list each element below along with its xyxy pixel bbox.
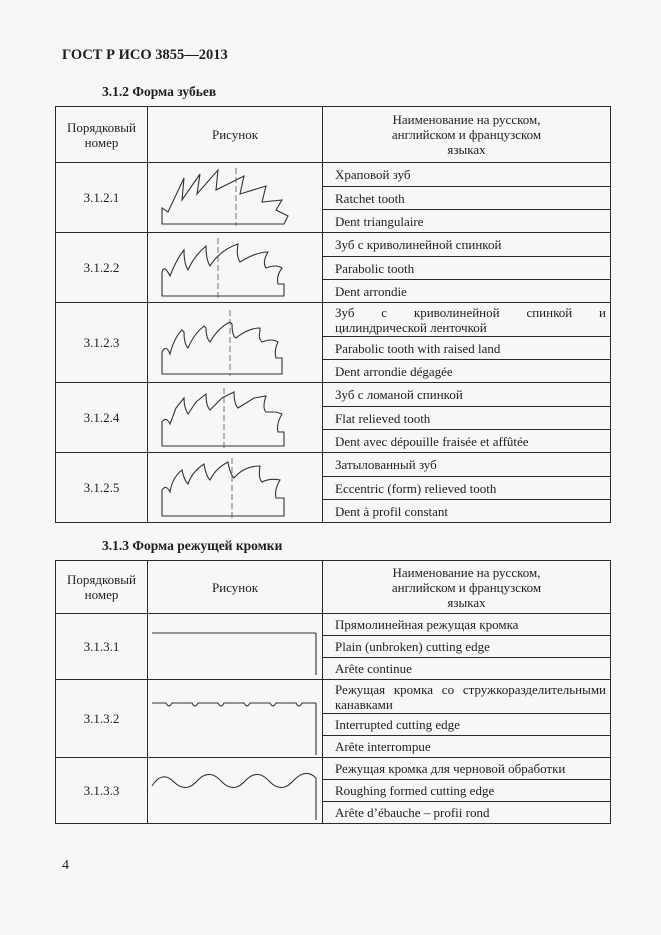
row-number: 3.1.3.2 bbox=[56, 680, 148, 758]
name-fr: Dent avec dépouille fraisée et affûtée bbox=[323, 430, 611, 453]
ratchet-tooth-icon bbox=[148, 163, 323, 233]
eccentric-relieved-tooth-icon bbox=[148, 453, 323, 523]
roughing-cutting-edge-drawing bbox=[148, 760, 323, 822]
parabolic-tooth-raised-land-drawing bbox=[148, 304, 323, 382]
name-en: Roughing formed cutting edge bbox=[323, 780, 611, 802]
plain-cutting-edge-icon bbox=[148, 614, 323, 680]
table-row bbox=[56, 758, 611, 780]
flat-relieved-tooth-drawing bbox=[148, 384, 323, 452]
column-header-figure-label: Рисунок bbox=[211, 579, 259, 595]
name-en: Plain (unbroken) cutting edge bbox=[323, 636, 611, 658]
interrupted-cutting-edge-icon bbox=[148, 680, 323, 758]
column-header-number-label: Порядковый номер bbox=[67, 572, 136, 602]
column-header-figure-label: Рисунок bbox=[211, 127, 259, 142]
row-number: 3.1.2.1 bbox=[56, 163, 148, 233]
column-header-figure bbox=[148, 107, 323, 163]
table-row bbox=[56, 383, 611, 407]
name-fr: Dent triangulaire bbox=[323, 210, 611, 233]
name-ru: Режущая кромка для черновой обработки bbox=[323, 758, 611, 780]
section-title-cutting-edge-form: 3.1.3 Форма режущей кромки bbox=[102, 538, 283, 553]
name-fr: Arête continue bbox=[323, 658, 611, 680]
name-fr: Arête d’ébauche – profii rond bbox=[323, 802, 611, 824]
column-header-name bbox=[323, 561, 611, 614]
table-row bbox=[56, 163, 611, 187]
table-header-row bbox=[56, 561, 611, 614]
name-ru: Храповой зуб bbox=[323, 163, 611, 187]
row-number: 3.1.2.4 bbox=[56, 383, 148, 453]
row-number: 3.1.2.2 bbox=[56, 233, 148, 303]
tooth-form-table bbox=[55, 106, 611, 523]
name-en: Parabolic tooth bbox=[323, 257, 611, 280]
table-header-row bbox=[56, 107, 611, 163]
column-header-name bbox=[323, 107, 611, 163]
roughing-cutting-edge-icon bbox=[148, 758, 323, 824]
column-header-number-label: Порядковый номер bbox=[67, 119, 136, 150]
name-ru: Режущая кромка со стружкоразделительными канавками bbox=[323, 680, 611, 714]
name-fr: Dent à profil constant bbox=[323, 500, 611, 523]
section-title-tooth-form: 3.1.2 Форма зубьев bbox=[102, 84, 217, 99]
name-ru: Зуб с криволинейной спинкой и цилиндрической ленточкой bbox=[323, 303, 611, 337]
column-header-number bbox=[56, 107, 148, 163]
name-fr: Arête interrompue bbox=[323, 736, 611, 758]
name-ru: Зуб с криволинейной спинкой bbox=[323, 233, 611, 257]
table-row bbox=[56, 453, 611, 477]
table-row bbox=[56, 303, 611, 337]
row-number: 3.1.3.1 bbox=[56, 614, 148, 680]
row-number: 3.1.3.3 bbox=[56, 758, 148, 824]
plain-cutting-edge-drawing bbox=[148, 617, 323, 677]
name-fr: Dent arrondie bbox=[323, 280, 611, 303]
parabolic-tooth-icon bbox=[148, 233, 323, 303]
name-en: Parabolic tooth with raised land bbox=[323, 337, 611, 360]
column-header-number bbox=[56, 561, 148, 614]
cutting-edge-table bbox=[55, 560, 611, 824]
table-row bbox=[56, 614, 611, 636]
table-row bbox=[56, 680, 611, 714]
name-ru: Затылованный зуб bbox=[323, 453, 611, 477]
document-header: ГОСТ Р ИСО 3855—2013 bbox=[62, 47, 228, 63]
name-fr: Dent arrondie dégagée bbox=[323, 360, 611, 383]
name-en: Eccentric (form) relieved tooth bbox=[323, 477, 611, 500]
table-row bbox=[56, 233, 611, 257]
column-header-figure bbox=[148, 561, 323, 614]
column-header-name-label: Наименование на русском, английском и французском языках bbox=[391, 564, 542, 610]
column-header-name-label: Наименование на русском, английском и французском языках bbox=[391, 112, 542, 157]
name-en: Ratchet tooth bbox=[323, 187, 611, 210]
row-number: 3.1.2.5 bbox=[56, 453, 148, 523]
row-number: 3.1.2.3 bbox=[56, 303, 148, 383]
name-ru: Зуб с ломаной спинкой bbox=[323, 383, 611, 407]
parabolic-tooth-raised-land-icon bbox=[148, 303, 323, 383]
parabolic-tooth-drawing bbox=[148, 234, 323, 302]
name-ru: Прямолинейная режущая кромка bbox=[323, 614, 611, 636]
name-en: Flat relieved tooth bbox=[323, 407, 611, 430]
ratchet-tooth-drawing bbox=[148, 164, 323, 232]
name-en: Interrupted cutting edge bbox=[323, 714, 611, 736]
flat-relieved-tooth-icon bbox=[148, 383, 323, 453]
eccentric-relieved-tooth-drawing bbox=[148, 454, 323, 522]
interrupted-cutting-edge-drawing bbox=[148, 681, 323, 757]
page-number: 4 bbox=[62, 858, 69, 873]
